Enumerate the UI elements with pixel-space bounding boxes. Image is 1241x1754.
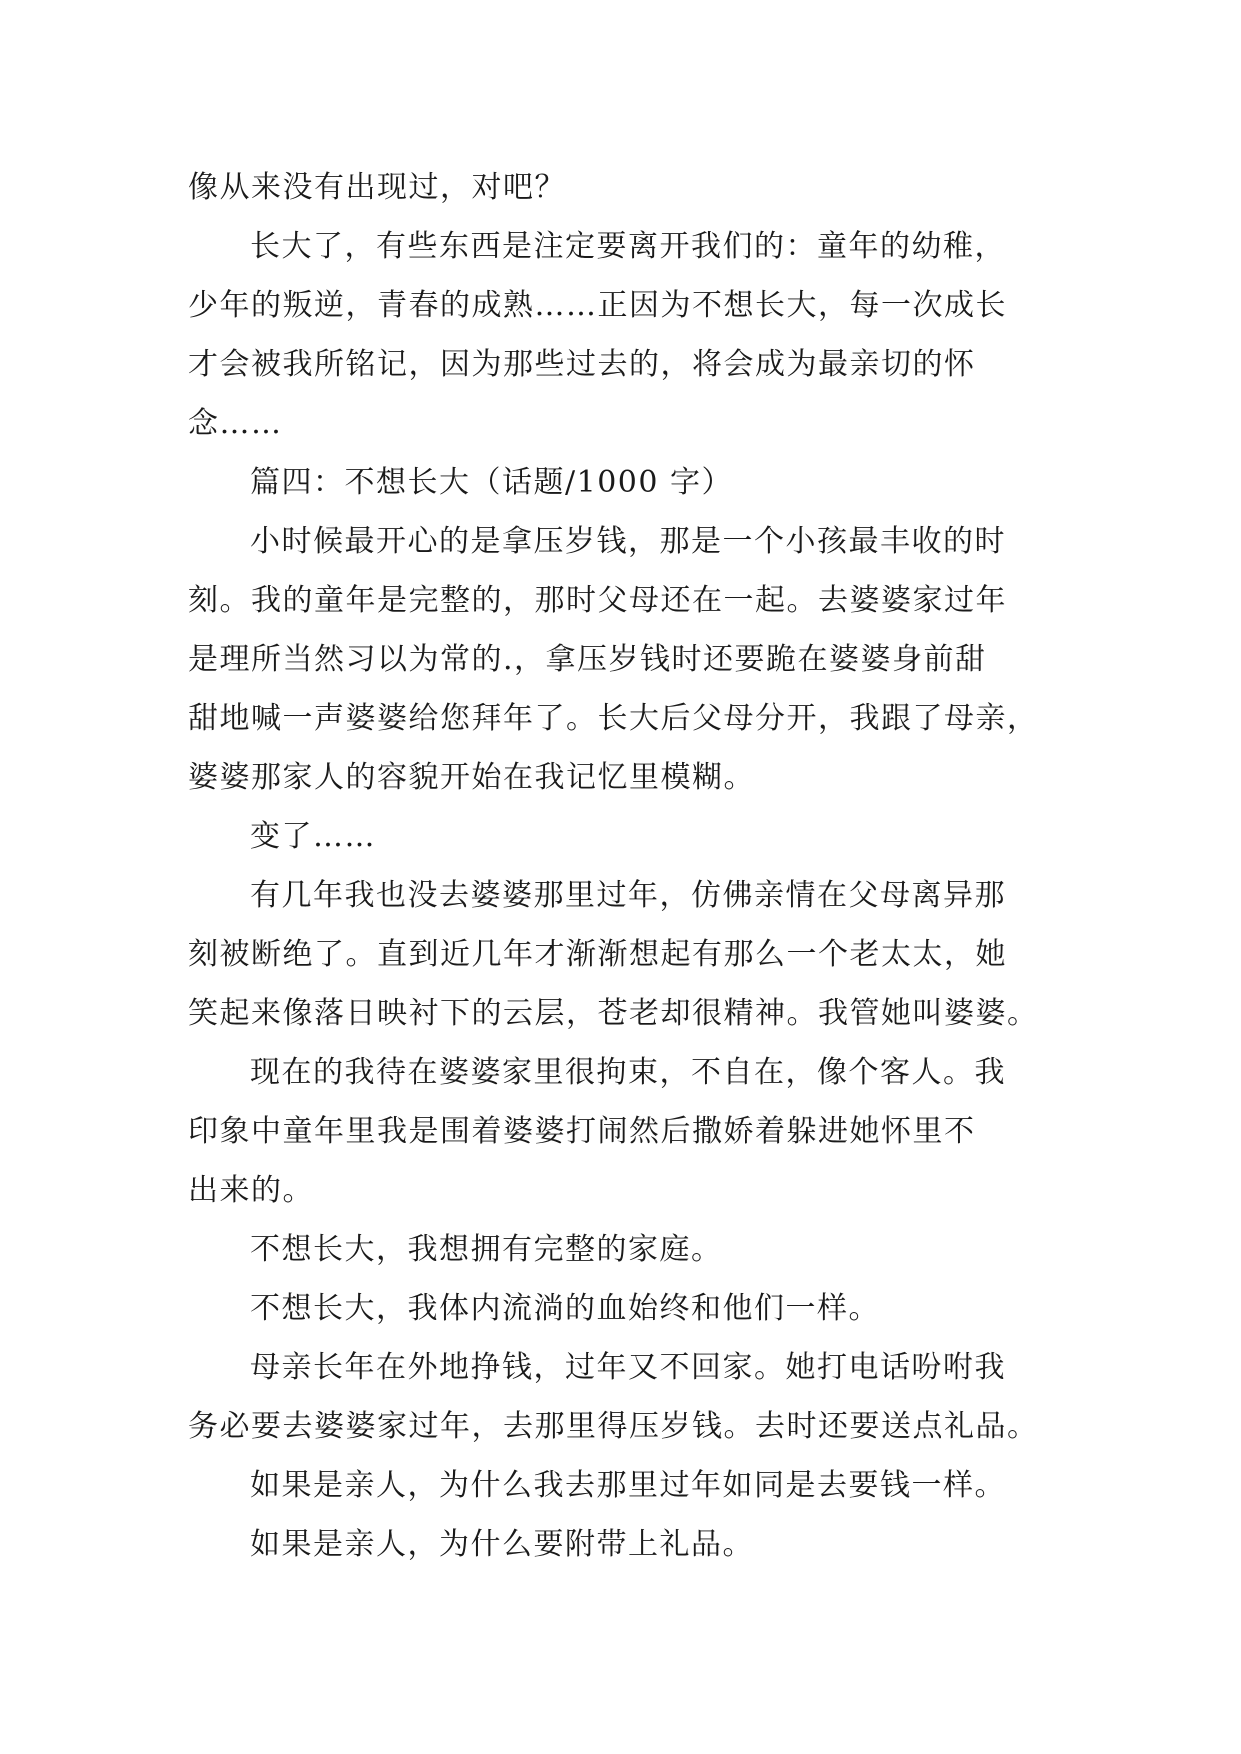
text-line: 是理所当然习以为常的.，拿压岁钱时还要跪在婆婆身前甜 [188, 642, 987, 677]
text-line: 刻。我的童年是完整的，那时父母还在一起。去婆婆家过年 [188, 583, 1007, 618]
text-line: 印象中童年里我是围着婆婆打闹然后撒娇着躲进她怀里不 [188, 1114, 976, 1149]
text-line: 小时候最开心的是拿压岁钱，那是一个小孩最丰收的时 [250, 524, 1006, 559]
text-line: 婆婆那家人的容貌开始在我记忆里模糊。 [188, 760, 755, 795]
text-line: 不想长大，我想拥有完整的家庭。 [250, 1232, 723, 1267]
text-line: 出来的。 [188, 1173, 314, 1208]
text-line: 甜地喊一声婆婆给您拜年了。长大后父母分开，我跟了母亲， [188, 701, 1039, 736]
text-line: 变了…… [250, 819, 376, 854]
text-line: 刻被断绝了。直到近几年才渐渐想起有那么一个老太太，她 [188, 937, 1007, 972]
document-body [188, 158, 1058, 1574]
text-line: 不想长大，我体内流淌的血始终和他们一样。 [250, 1291, 880, 1326]
text-line: 现在的我待在婆婆家里很拘束，不自在，像个客人。我 [250, 1055, 1006, 1090]
text-line: 务必要去婆婆家过年，去那里得压岁钱。去时还要送点礼品。 [188, 1409, 1039, 1444]
text-line: 如果是亲人，为什么我去那里过年如同是去要钱一样。 [250, 1468, 1006, 1503]
text-line: 笑起来像落日映衬下的云层，苍老却很精神。我管她叫婆婆。 [188, 996, 1039, 1031]
text-line: 像从来没有出现过，对吧？ [188, 170, 566, 205]
section-heading: 篇四：不想长大（话题/1000 字） [250, 465, 733, 500]
text-line: 少年的叛逆，青春的成熟……正因为不想长大，每一次成长 [188, 288, 1007, 323]
text-line: 有几年我也没去婆婆那里过年，仿佛亲情在父母离异那 [250, 878, 1006, 913]
text-line: 如果是亲人，为什么要附带上礼品。 [250, 1527, 754, 1562]
text-line: 念…… [188, 406, 283, 441]
text-line: 母亲长年在外地挣钱，过年又不回家。她打电话吩咐我 [250, 1350, 1006, 1385]
text-line: 长大了，有些东西是注定要离开我们的：童年的幼稚， [250, 229, 1006, 264]
text-line: 才会被我所铭记，因为那些过去的，将会成为最亲切的怀 [188, 347, 976, 382]
